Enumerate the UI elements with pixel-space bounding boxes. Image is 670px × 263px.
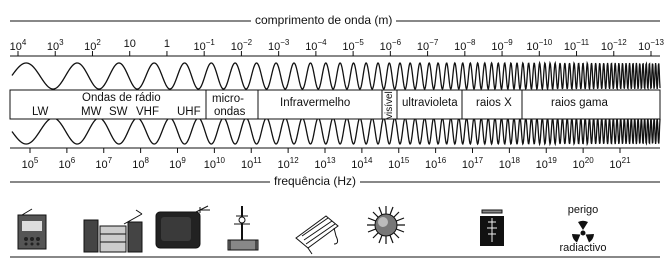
frequency-tick-label: $10^{11}$ bbox=[240, 156, 262, 171]
wavelength-tick-label: $10^{-2}$ bbox=[230, 38, 253, 53]
frequency-tick-label: $10^8$ bbox=[132, 156, 149, 171]
transmission-tower-icon bbox=[228, 206, 258, 250]
band-label-sw: SW bbox=[109, 106, 128, 118]
band-label-microwave-line2: ondas bbox=[214, 106, 246, 118]
frequency-tick-label: $10^{10}$ bbox=[203, 156, 225, 171]
wavelength-tick-label: $10^{-1}$ bbox=[193, 38, 215, 53]
danger-label-line1: perigo bbox=[567, 204, 599, 216]
band-label-xray: raios X bbox=[476, 97, 512, 109]
television-icon bbox=[156, 206, 210, 248]
frequency-axis-title: frequência (Hz) bbox=[270, 174, 360, 188]
frequency-tick-label: $10^{18}$ bbox=[498, 156, 520, 171]
frequency-tick-label: $10^{21}$ bbox=[609, 156, 631, 171]
wave-lower-path bbox=[12, 118, 660, 144]
wavelength-tick-label: $10^{-9}$ bbox=[491, 38, 513, 53]
radio-icon bbox=[18, 209, 46, 249]
wavelength-tick-label: $10^2$ bbox=[84, 38, 101, 53]
frequency-tick-label: $10^{19}$ bbox=[535, 156, 557, 171]
wavelength-tick-label: $10^{-11}$ bbox=[563, 38, 590, 53]
wavelength-tick-label: $10^3$ bbox=[46, 38, 64, 53]
frequency-tick-label: $10^{17}$ bbox=[461, 156, 484, 171]
band-label-radio: Ondas de rádio bbox=[82, 92, 161, 104]
wavelength-tick-label: $10^{-6}$ bbox=[379, 38, 402, 53]
band-label-microwave-line1: micro- bbox=[212, 93, 244, 105]
wavelength-ticks bbox=[18, 51, 651, 56]
wavelength-tick-label: $10^{-7}$ bbox=[416, 38, 439, 53]
heater-icon bbox=[296, 216, 338, 254]
wavelength-tick-label: 1 bbox=[163, 38, 170, 50]
band-label-gamma: raios gama bbox=[551, 97, 608, 109]
wavelength-tick-label: $10^{-10}$ bbox=[526, 38, 553, 53]
band-label-vhf: VHF bbox=[136, 106, 159, 118]
frequency-tick-label: $10^{13}$ bbox=[314, 156, 336, 171]
band-label-infrared: Infravermelho bbox=[280, 97, 351, 109]
band-label-mw: MW bbox=[81, 106, 102, 118]
frequency-ticks bbox=[30, 148, 620, 153]
frequency-tick-label: $10^7$ bbox=[95, 156, 113, 171]
wavelength-tick-label: $10^{-8}$ bbox=[454, 38, 476, 53]
band-label-ultraviolet: ultravioleta bbox=[402, 97, 458, 109]
frequency-tick-label: $10^{12}$ bbox=[277, 156, 299, 171]
frequency-tick-label: $10^{15}$ bbox=[388, 156, 410, 171]
wavelength-axis-title: comprimento de onda (m) bbox=[251, 13, 396, 27]
band-label-lw: LW bbox=[32, 106, 49, 118]
frequency-tick-label: $10^{16}$ bbox=[425, 156, 447, 171]
danger-label-line2: radiactivo bbox=[559, 242, 607, 254]
frequency-tick-label: $10^{14}$ bbox=[351, 156, 373, 171]
wavelength-tick-label: 10 bbox=[123, 38, 136, 50]
wavelength-tick-label: $10^4$ bbox=[9, 38, 27, 53]
wave-upper-path bbox=[12, 63, 660, 89]
frequency-tick-label: $10^{20}$ bbox=[572, 156, 594, 171]
wavelength-tick-label: $10^{-13}$ bbox=[638, 38, 664, 53]
frequency-tick-label: $10^5$ bbox=[21, 156, 39, 171]
frequency-tick-label: $10^9$ bbox=[169, 156, 186, 171]
radiation-hazard-icon bbox=[572, 221, 594, 243]
frequency-tick-label: $10^6$ bbox=[58, 156, 76, 171]
wavelength-tick-label: $10^{-12}$ bbox=[600, 38, 627, 53]
x-ray-image-icon bbox=[480, 210, 504, 246]
stereo-system-icon bbox=[84, 210, 142, 252]
sun-icon bbox=[367, 206, 405, 244]
wavelength-tick-label: $10^{-4}$ bbox=[305, 38, 327, 53]
band-label-uhf: UHF bbox=[177, 106, 201, 118]
wavelength-tick-label: $10^{-3}$ bbox=[267, 38, 290, 53]
wavelength-tick-label: $10^{-5}$ bbox=[342, 38, 364, 53]
band-label-visible: visível bbox=[384, 91, 395, 119]
